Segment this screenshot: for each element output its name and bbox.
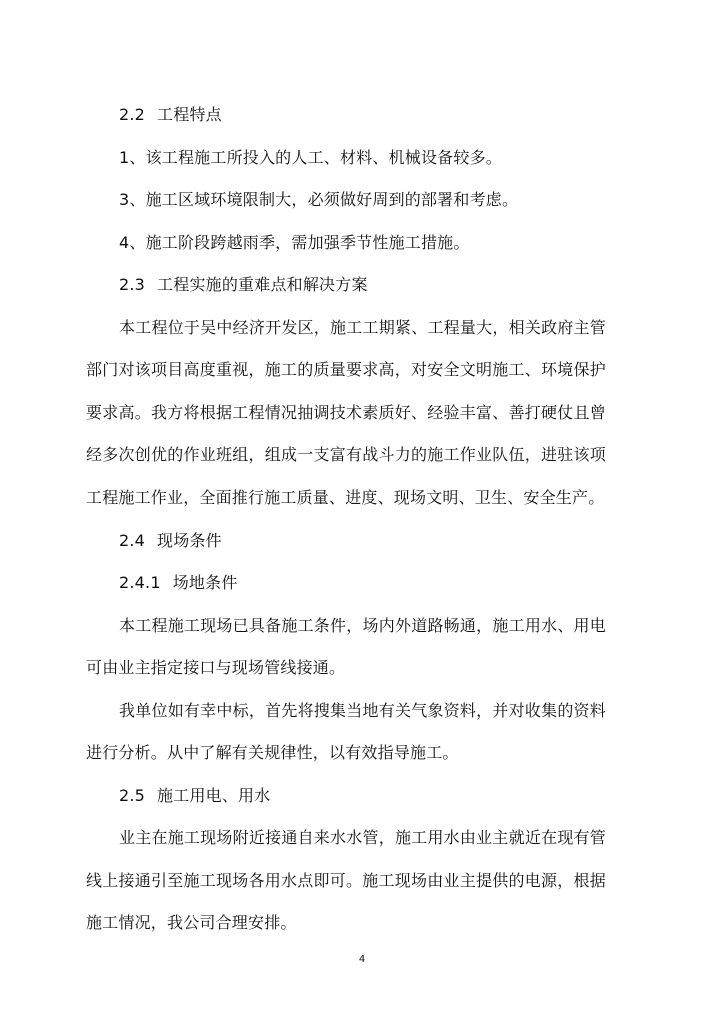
paragraph-line: 可由业主指定接口与现场管线接通。 xyxy=(86,658,346,677)
section-number: 2.4.1 xyxy=(119,573,161,592)
subsection-heading xyxy=(119,572,238,594)
paragraph-line: 部门对该项目高度重视，施工的质量要求高，对安全文明施工、环境保护 xyxy=(86,360,606,379)
page-number: 4 xyxy=(358,954,366,965)
paragraph-line: 进行分析。从中了解有关规律性，以有效指导施工。 xyxy=(86,743,459,762)
section-number: 2.4 xyxy=(119,531,146,550)
paragraph-line: 经多次创优的作业班组，组成一支富有战斗力的施工作业队伍，进驻该项 xyxy=(86,445,606,464)
section-title: 工程实施的重难点和解决方案 xyxy=(157,275,368,294)
section-heading xyxy=(119,274,368,296)
section-number: 2.5 xyxy=(119,786,146,805)
paragraph-line: 施工情况，我公司合理安排。 xyxy=(86,913,297,932)
paragraph-line: 工程施工作业，全面推行施工质量、进度、现场文明、卫生、安全生产。 xyxy=(86,488,605,507)
section-number: 2.3 xyxy=(119,275,146,294)
section-title: 施工用电、用水 xyxy=(157,786,271,805)
section-title: 现场条件 xyxy=(157,531,222,550)
section-title: 场地条件 xyxy=(172,573,238,592)
section-heading xyxy=(119,785,270,807)
list-item: 4、施工阶段跨越雨季，需加强季节性施工措施。 xyxy=(119,233,470,252)
section-heading xyxy=(119,530,222,552)
paragraph-line: 要求高。我方将根据工程情况抽调技术素质好、经验丰富、善打硬仗且曾 xyxy=(86,403,606,422)
paragraph-line: 本工程位于吴中经济开发区，施工工期紧、工程量大，相关政府主管 xyxy=(119,318,606,337)
paragraph-line: 线上接通引至施工现场各用水点即可。施工现场由业主提供的电源，根据 xyxy=(86,871,606,890)
section-title: 工程特点 xyxy=(157,105,222,124)
paragraph-line: 本工程施工现场已具备施工条件，场内外道路畅通，施工用水、用电 xyxy=(119,616,606,635)
paragraph-line: 我单位如有幸中标，首先将搜集当地有关气象资料，并对收集的资料 xyxy=(119,701,606,720)
list-item: 3、施工区域环境限制大，必须做好周到的部署和考虑。 xyxy=(119,190,519,209)
section-heading xyxy=(119,104,222,126)
list-item: 1、该工程施工所投入的人工、材料、机械设备较多。 xyxy=(119,148,502,167)
section-number: 2.2 xyxy=(119,105,146,124)
paragraph-line: 业主在施工现场附近接通自来水水管，施工用水由业主就近在现有管 xyxy=(119,828,606,847)
